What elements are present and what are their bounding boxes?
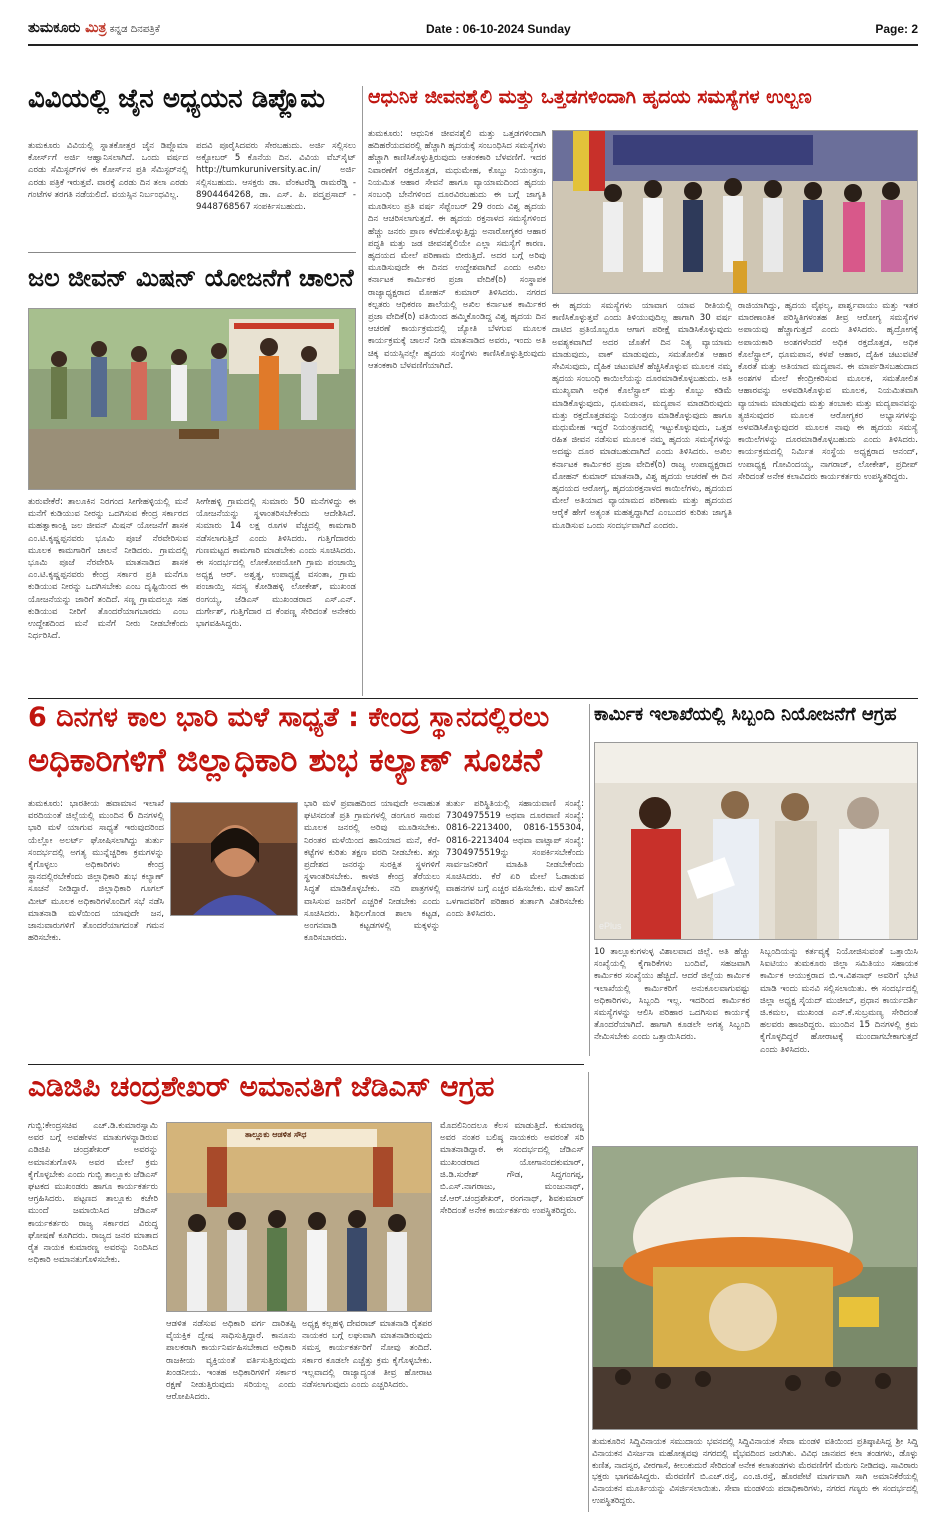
issue-date: Date : 06-10-2024 Sunday [426, 22, 571, 36]
section-rule [28, 698, 918, 699]
story-labour-col1: 10 ತಾಲ್ಲೂಕುಗಳುಳ್ಳ ವಿಶಾಲವಾದ ಜಿಲ್ಲೆ. ಅತಿ ಹೆಚ್ಚು ಸಂಖ್ಯೆಯಲ್ಲಿ ಕೈಗಾರಿಕೆಗಳು ಬಂದಿವೆ, ಸಹಜವಾಗಿ ಕಾರ್ಮಿಕರ ಸಂಖ್ಯೆಯು ಹೆಚ್ಚಿದೆ. ಆದರೆ ಜಿಲ್ಲೆಯ ಕಾರ್ಮಿಕ ಇಲಾಖೆಯಲ್ಲಿ ಕಾರ್ಮಿಕರಿಗೆ ಅನುಕೂಲವಾಗುವಷ್ಟು ಅಧಿಕಾರಿಗಳು, ಸಿಬ್ಬಂದಿ ಇಲ್ಲ. ಇದರಿಂದ ಕಾರ್ಮಿಕರ ಸಮಸ್ಯೆಗಳನ್ನು ಆಲಿಸಿ ಪರಿಹಾರ ಒದಗಿಸುವ ಕಾರ್ಯಕ್ಕೆ ತೊಂದರೆಯಾಗಿದೆ. ಹಾಗಾಗಿ ಕೂಡಲೇ ಅಗತ್ಯ ಸಿಬ್ಬಂದಿ ನೇಮಿಸಬೇಕು ಎಂದು ಒತ್ತಾಯಿಸಿದರು. [594, 947, 750, 1043]
story-heart-col2: ಈ ಹೃದಯ ಸಮಸ್ಯೆಗಳು ಯಾವಾಗ ಯಾವ ರೀತಿಯಲ್ಲಿ ಕಾಣಿಸಿಕೊಳ್ಳುತ್ತವೆ ಎಂದು ತಿಳಿಯುವುದಿಲ್ಲ ಹಾಗಾಗಿ 30 ವರ್ಷ ದಾಟಿದ ಪ್ರತಿಯೊಬ್ಬರೂ ಆಗಾಗ ಪರೀಕ್ಷೆ ಮಾಡಿಸಿಕೊಳ್ಳುವುದು ಅವಶ್ಯಕವಾಗಿದೆ ಅದರ ಜೊತೆಗೆ ದಿನ ನಿತ್ಯ ವ್ಯಾಯಾಮ ಮಾಡುವುದು, ವಾಕ್ ಮಾಡುವುದು, ಸಮತೋಲಿತ ಆಹಾರ ಸೇವಿಸುವುದು, ದೈಹಿಕ ಚಟುವಟಿಕೆ ಹೆಚ್ಚಿಸಿಕೊಳ್ಳುವ ಮೂಲಕ ನಮ್ಮ ಹೃದಯ ಸಂಬಂಧಿ ಕಾಯಿಲೆಯನ್ನು ದೂರಮಾಡಿಕೊಳ್ಳಬಹುದು. ಅತಿ ಮುಖ್ಯವಾಗಿ ಅಧಿಕ ಕೊಲೆಸ್ಟ್ರಾಲ್ ಮತ್ತು ಕೊಬ್ಬು ಕಡಿಮೆ ಮಾಡಿಕೊಳ್ಳುವುದು, ಧೂಮಪಾನ, ಮದ್ಯಪಾನ ಮಾಡದಿರುವುದು ಮತ್ತು ರಕ್ತದೊತ್ತಡವನ್ನು ನಿಯಂತ್ರಣ ಮಾಡಿಕೊಳ್ಳುವುದು ಹಾಗೂ ಮಧುಮೇಹ ಇದ್ದರೆ ನಿಯಂತ್ರಣದಲ್ಲಿ ಇಟ್ಟುಕೊಳ್ಳುವುದು, ಒತ್ತಡ ರಹಿತ ಜೀವನ ನಡೆಸುವ ಮೂಲಕ ನಮ್ಮ ಹೃದಯ ಸಮಸ್ಯೆಗಳನ್ನು ಅದಷ್ಟು ದೂರ ಮಾಡಬಹುದಾಗಿದೆ ಎಂದು ತಿಳಿಸಿದರು. ಅಖಿಲ ಕರ್ನಾಟಕ ಕಾರ್ಮಿಕರ ಪ್ರಜಾ ವೇದಿಕೆ(ರಿ) ರಾಜ್ಯ ಉಪಾಧ್ಯಕ್ಷರಾದ ಮೋಹನ್ ಕುಮಾರ್ ಮಾತನಾಡಿ, ವಿಶ್ವ ಹೃದಯ ಆಚರಣೆ ಈ ದಿನ ಹೃದಯದ ಆರೋಗ್ಯ, ಹೃದಯರಕ್ತನಾಳದ ಕಾಯಿಲೆಗಳು, ಹೃದಯದ ಮೇಲೆ ಅತಿಯಾದ ವ್ಯಾಯಾಮದ ಪರಿಣಾಮ ಮತ್ತು ಹೃದಯದ ಆರೈಕೆ ಹೇಗೆ ಅತ್ಯಂತ ಮಹತ್ವದ್ದಾಗಿದೆ ಎಂಬುದರ ಕುರಿತು ಜಾಗೃತಿ ಮೂಡಿಸುವ ಒಂದು ಸಂದರ್ಭವಾಗಿದೆ ಎಂದರು. [552, 301, 732, 531]
story-jain-col2: ಪದವಿ ಪೂರೈಸಿದವರು ಸೇರಬಹುದು. ಅರ್ಜಿ ಸಲ್ಲಿಸಲು ಅಕ್ಟೋಬರ್ 5 ಕೊನೆಯ ದಿನ. ವಿವಿಯ ವೆಬ್‌ಸೈಟ್ http://tumkuruniversity.ac.in/ ಅರ್ಜಿ ಸಲ್ಲಿಸಬಹುದು. ಆಸಕ್ತರು ಡಾ. ವೆಂಕಟರೆಡ್ಡಿ ರಾಮರೆಡ್ಡಿ - 8904464268, ಡಾ. ಎಸ್. ಪಿ. ಪದ್ಮಪ್ರಸಾದ್ - 9448768567 ಸಂಪರ್ಕಿಸಬಹುದು. [196, 141, 356, 213]
photo-heart-day [552, 130, 918, 294]
story-jds-col1: ಗುಬ್ಬಿ:ಕೇಂದ್ರಸಚಿವ ಎಚ್.ಡಿ.ಕುಮಾರಸ್ವಾಮಿ ಅವರ ಬಗ್ಗೆ ಅವಹೇಳನ ಮಾತುಗಳನ್ನಾಡಿರುವ ಎಡಿಜಿಪಿ ಚಂದ್ರಶೇಖರ್ ಅವರನ್ನು ಅಮಾನತುಗೊಳಿಸಿ ಅವರ ಮೇಲೆ ಕ್ರಮ ಕೈಗೊಳ್ಳಬೇಕು ಎಂದು ಗುಬ್ಬಿ ತಾಲ್ಲೂಕು ಜೆಡಿಎಸ್ ಘಟಕದ ಮುಖಂಡರು ಹಾಗೂ ಕಾರ್ಯಕರ್ತರು ಆಗ್ರಹಿಸಿದರು. ಪಟ್ಟಣದ ತಾಲ್ಲೂಕು ಕಚೇರಿ ಮುಂದೆ ಜಮಾಯಿಸಿದ ಜೆಡಿಎಸ್ ಕಾರ್ಯಕರ್ತರು ರಾಜ್ಯ ಸರ್ಕಾರದ ವಿರುದ್ಧ ಘೋಷಣೆ ಕೂಗಿದರು. ರಾಜ್ಯದ ಜನರ ಮಾತಾದ ರೈತ ನಾಯಕ ಕುಮಾರಣ್ಣ ಅವರನ್ನು ನಿಂದಿಸಿದ ಅಧಿಕಾರಿ ಅಮಾನತುಗೊಳಿಸಬೇಕು. [28, 1121, 158, 1266]
photo-ganesha-procession-art [593, 1147, 918, 1430]
divider [28, 252, 356, 253]
headline-rain-line1: 6 ದಿನಗಳ ಕಾಲ ಭಾರಿ ಮಳೆ ಸಾಧ್ಯತೆ : ಕೇಂದ್ರ ಸ್ಥಾನದಲ್ಲಿರಲು [28, 704, 550, 733]
photo-watermark: ePlus [599, 921, 622, 931]
column-divider [362, 86, 363, 696]
headline-rain-line2: ಅಧಿಕಾರಿಗಳಿಗೆ ಜಿಲ್ಲಾಧಿಕಾರಿ ಶುಭ ಕಲ್ಯಾಣ್ ಸೂಚನೆ [28, 744, 543, 779]
photo-labour-dept-art [595, 743, 918, 940]
photo-jds-protest [166, 1122, 432, 1312]
headline-labour-dept: ಕಾರ್ಮಿಕ ಇಲಾಖೆಯಲ್ಲಿ ಸಿಬ್ಬಂದಿ ನಿಯೋಜನೆಗೆ ಆಗ್ರಹ [594, 706, 897, 725]
story-jds-col4: ಮೊದಲಿನಿಂದಲೂ ಕೆಲಸ ಮಾಡುತ್ತಿದೆ. ಕುಮಾರಣ್ಣ ಅವರ ನಂತರ ಬಲಿಷ್ಠ ನಾಯಕರು ಅವರಂತೆ ಸರಿ ಮಾತನಾಡಿದ್ದಾರೆ. ಈ ಸಂದರ್ಭದಲ್ಲಿ ಜೆಡಿಎಸ್ ಮುಖಂಡರಾದ ಯೋಗಾನಂದಕುಮಾರ್, ಜಿ.ಡಿ.ಸುರೇಶ್ ಗೌಡ, ಸಿದ್ದಗಂಗಪ್ಪ, ಬಿ.ಎಸ್.ನಾಗರಾಜು, ಮಂಜುನಾಥ್, ಜೆ.ಆರ್.ಚಂದ್ರಶೇಖರ್, ರಂಗನಾಥ್, ಶಿವಕುಮಾರ್ ಸೇರಿದಂತೆ ಅನೇಕ ಕಾರ್ಯಕರ್ತರು ಉಪಸ್ಥಿತರಿದ್ದರು. [440, 1121, 584, 1217]
photo-labour-dept [594, 742, 918, 940]
story-jds-col2: ಆಡಳಿತ ನಡೆಸುವ ಅಧಿಕಾರಿ ವರ್ಗ ದಾರಿತಪ್ಪಿ ವೈಯಕ್ತಿಕ ದ್ವೇಷ ಸಾಧಿಸುತ್ತಿದ್ದಾರೆ. ಕಾನೂನು ಪಾಲಕರಾಗಿ ಕಾರ್ಯನಿರ್ವಹಿಸಬೇಕಾದ ಅಧಿಕಾರಿ ರಾಜಕೀಯ ವ್ಯಕ್ತಿಯಂತೆ ವರ್ತಿಸುತ್ತಿರುವುದು ಖಂಡನೀಯ. ಇಂತಹ ಅಧಿಕಾರಿಗಳಿಗೆ ಸರ್ಕಾರ ರಕ್ಷಣೆ ನೀಡುತ್ತಿರುವುದು ಸರಿಯಲ್ಲ ಎಂದು ಆರೋಪಿಸಿದರು. [166, 1319, 296, 1403]
story-jal-col2: ಸೀಗೇಹಳ್ಳಿ ಗ್ರಾಮದಲ್ಲಿ ಸುಮಾರು 50 ಮನೆಗಳಿದ್ದು ಈ ಯೋಜನೆಯನ್ನು ಸ್ಥಳಾಂತರಿಸಬೇಕೆಂದು ಆದೇಶಿಸಿದೆ. ಸುಮಾರು 14 ಲಕ್ಷ ರೂಗಳ ವೆಚ್ಚದಲ್ಲಿ ಕಾಮಗಾರಿ ನಡೆಸಲಾಗುತ್ತಿದೆ ಎಂದು ತಿಳಿಸಿದರು. ಗುತ್ತಿಗೆದಾರರು ಗುಣಮಟ್ಟದ ಕಾಮಗಾರಿ ಮಾಡಬೇಕು ಎಂದು ಸೂಚಿಸಿದರು. ಈ ಸಂದರ್ಭದಲ್ಲಿ ಲೋಕೋಪಯೋಗಿ ಗ್ರಾಮ ಪಂಚಾಯ್ತಿ ಅಧ್ಯಕ್ಷ ಆರ್. ಅಶ್ವತ್ಥ, ಉಪಾಧ್ಯಕ್ಷೆ ವಸಂತಾ, ಗ್ರಾಮ ಪಂಚಾಯ್ತಿ ಸದಸ್ಯ ಕೋಡಿಹಳ್ಳಿ ಲೋಕೇಶ್, ಮುಖಂಡ ರಂಗಯ್ಯ, ಜೆಡಿಎಸ್ ಮುಖಂಡರಾದ ಎಸ್.ಎನ್. ದುರ್ಗೇಶ್, ಗುತ್ತಿಗೆದಾರ ದ ಕೆಂಪಣ್ಣ ಸೇರಿದಂತೆ ಅನೇಕರು ಭಾಗವಹಿಸಿದ್ದರು. [196, 497, 356, 630]
newspaper-title: ತುಮಕೂರು ಮಿತ್ರ ಕನ್ನಡ ದಿನಪತ್ರಿಕೆ [28, 20, 160, 36]
headline-jain-diploma: ವಿವಿಯಲ್ಲಿ ಜೈನ ಅಧ್ಯಯನ ಡಿಪ್ಲೊಮ [28, 86, 325, 114]
story-rain-col2: ಭಾರಿ ಮಳೆ ಪ್ರವಾಹದಿಂದ ಯಾವುದೇ ಅನಾಹುತ ಘಟಿಸದಂತೆ ಪ್ರತಿ ಗ್ರಾಮಗಳಲ್ಲಿ ಡಂಗೂರ ಸಾರುವ ಮೂಲಕ ಜನರಲ್ಲಿ ಅರಿವು ಮೂಡಿಸಬೇಕು. ನಿರಂತರ ಮಳೆಯಿಂದ ಹಾನಿಯಾದ ಮನೆ, ಕೆರೆ-ಕಟ್ಟೆಗಳ ಕುರಿತು ತಕ್ಷಣ ವರದಿ ನೀಡಬೇಕು. ತಗ್ಗು ಪ್ರದೇಶದ ಜನರನ್ನು ಸುರಕ್ಷಿತ ಸ್ಥಳಗಳಿಗೆ ಸ್ಥಳಾಂತರಿಸಬೇಕು. ಕಾಳಜಿ ಕೇಂದ್ರ ತೆರೆಯಲು ಸಿದ್ಧತೆ ಮಾಡಿಕೊಳ್ಳಬೇಕು. ನದಿ ಪಾತ್ರಗಳಲ್ಲಿ ವಾಸಿಸುವ ಜನರಿಗೆ ಎಚ್ಚರಿಕೆ ನೀಡಬೇಕು ಎಂದು ಸೂಚಿಸಿದರು. ಶಿಥಿಲಗೊಂಡ ಶಾಲಾ ಕಟ್ಟಡ, ಅಂಗನವಾಡಿ ಕಟ್ಟಡಗಳಲ್ಲಿ ಮಕ್ಕಳನ್ನು ಕೂರಿಸಬಾರದು. [304, 799, 440, 944]
photo-deputy-commissioner [170, 802, 298, 916]
column-divider [589, 704, 590, 1056]
section-rule [28, 1064, 584, 1065]
story-jds-col3: ಅಧ್ಯಕ್ಷ ಕಲ್ಲಹಳ್ಳಿ ದೇವರಾಜ್ ಮಾತನಾಡಿ ರೈತಪರ ನಾಯಕರ ಬಗ್ಗೆ ಲಘುವಾಗಿ ಮಾತನಾಡಿರುವುದು ಸಮಸ್ತ ಕಾರ್ಯಕರ್ತರಿಗೆ ನೋವು ತಂದಿದೆ. ಸರ್ಕಾರ ಕೂಡಲೇ ಎಚ್ಚೆತ್ತು ಕ್ರಮ ಕೈಗೊಳ್ಳಬೇಕು. ಇಲ್ಲವಾದಲ್ಲಿ ರಾಜ್ಯಾದ್ಯಂತ ತೀವ್ರ ಹೋರಾಟ ನಡೆಸಲಾಗುವುದು ಎಂದು ಎಚ್ಚರಿಸಿದರು. [302, 1319, 432, 1391]
headline-heart-problems: ಆಧುನಿಕ ಜೀವನಶೈಲಿ ಮತ್ತು ಒತ್ತಡಗಳಿಂದಾಗಿ ಹೃದಯ ಸಮಸ್ಯೆಗಳ ಉಲ್ಬಣ [368, 88, 812, 108]
headline-jds-adgp: ಎಡಿಜಿಪಿ ಚಂದ್ರಶೇಖರ್ ಅಮಾನತಿಗೆ ಜೆಡಿಎಸ್ ಆಗ್ರಹ [28, 1072, 495, 1103]
masthead [28, 18, 918, 44]
masthead-rule [28, 44, 918, 46]
headline-jal-jeevan: ಜಲ ಜೀವನ್ ಮಿಷನ್ ಯೋಜನೆಗೆ ಚಾಲನೆ [28, 266, 354, 292]
column-divider [588, 1072, 589, 1512]
caption-ganesha-procession: ತುಮಕೂರಿನ ಸಿದ್ದಿವಿನಾಯಕ ಸಮುದಾಯ ಭವನದಲ್ಲಿ ಸಿದ್ದಿವಿನಾಯಕ ಸೇವಾ ಮಂಡಳಿ ವತಿಯಿಂದ ಪ್ರತಿಷ್ಠಾಪಿಸಿದ್ದ ಶ್ರೀ ಸಿದ್ದಿ ವಿನಾಯಕನ ವಿಸರ್ಜನಾ ಮಹೋತ್ಸವವು ನಗರದಲ್ಲಿ ವೈಭವದಿಂದ ಜರುಗಿತು. ವಿವಿಧ ಜಾನಪದ ಕಲಾ ತಂಡಗಳು, ಡೊಳ್ಳು ಕುಣಿತ, ನಾದಸ್ವರ, ವೀರಗಾಸೆ, ಕೀಲುಕುದುರೆ ಸೇರಿದಂತೆ ಅನೇಕ ಕಲಾತಂಡಗಳು ಮೆರವಣಿಗೆಗೆ ಮೆರುಗು ನೀಡಿದವು. ಸಾವಿರಾರು ಭಕ್ತರು ಭಾಗವಹಿಸಿದ್ದರು. ಮೆರವಣಿಗೆ ಬಿ.ಎಚ್.ರಸ್ತೆ, ಎಂ.ಜಿ.ರಸ್ತೆ, ಹೊರಪೇಟೆ ಮಾರ್ಗವಾಗಿ ಸಾಗಿ ಅಮಾನಿಕೆರೆಯಲ್ಲಿ ವಿನಾಯಕನ ಮೂರ್ತಿಯನ್ನು ವಿಸರ್ಜಿಸಲಾಯಿತು. ಸೇವಾ ಮಂಡಳಿಯ ಪದಾಧಿಕಾರಿಗಳು, ನಗರದ ಗಣ್ಯರು ಈ ಸಂದರ್ಭದಲ್ಲಿ ಉಪಸ್ಥಿತರಿದ್ದರು. [592, 1436, 918, 1505]
photo-ganesha-procession [592, 1146, 918, 1430]
story-labour-col2: ಸಿಬ್ಬಂದಿಯನ್ನು ಕರ್ತವ್ಯಕ್ಕೆ ನಿಯೋಜಿಸುವಂತೆ ಒತ್ತಾಯಿಸಿ ಸಿಐಟಿಯು ತುಮಕೂರು ಜಿಲ್ಲಾ ಸಮಿತಿಯು ಸಹಾಯಕ ಕಾರ್ಮಿಕ ಆಯುಕ್ತರಾದ ಬಿ.ಇ.ವಿಶನಾಥ್ ಅವರಿಗೆ ಭೇಟಿ ಮಾಡಿ ಇಂದು ಮನವಿ ಸಲ್ಲಿಸಲಾಯಿತು. ಈ ಸಂದರ್ಭದಲ್ಲಿ ಜಿಲ್ಲಾ ಅಧ್ಯಕ್ಷ ಸೈಯದ್ ಮುಜೀಬ್, ಪ್ರಧಾನ ಕಾರ್ಯದರ್ಶಿ ಜಿ.ಕಮಲ, ಮುಖಂಡ ಎನ್.ಕೆ.ಸುಬ್ರಮಣ್ಯ ಸೇರಿದಂತೆ ಹಲವರು ಹಾಜರಿದ್ದರು. ಮುಂದಿನ 15 ದಿನಗಳಲ್ಲಿ ಕ್ರಮ ಕೈಗೊಳ್ಳದಿದ್ದರೆ ಹೋರಾಟಕ್ಕೆ ಮುಂದಾಗಬೇಕಾಗುತ್ತದೆ ಎಂದು ತಿಳಿಸಿದರು. [760, 947, 918, 1055]
story-rain-col1: ತುಮಕೂರು: ಭಾರತೀಯ ಹವಾಮಾನ ಇಲಾಖೆ ವರದಿಯಂತೆ ಜಿಲ್ಲೆಯಲ್ಲಿ ಮುಂದಿನ 6 ದಿನಗಳಲ್ಲಿ ಭಾರಿ ಮಳೆ ಯಾಗುವ ಸಾಧ್ಯತೆ ಇರುವುದರಿಂದ ಯೆಲ್ಲೋ ಅಲರ್ಟ್ ಘೋಷಿಸಲಾಗಿದ್ದು ತುರ್ತು ಸಂದರ್ಭದಲ್ಲಿ ಅಗತ್ಯ ಮುನ್ನೆಚ್ಚರಿಕಾ ಕ್ರಮಗಳನ್ನು ಕೈಗೊಳ್ಳಲು ಅಧಿಕಾರಿಗಳು ಕೇಂದ್ರ ಸ್ಥಾನದಲ್ಲಿರಬೇಕೆಂದು ಜಿಲ್ಲಾಧಿಕಾರಿ ಶುಭ ಕಲ್ಯಾಣ್ ಸೂಚನೆ ನೀಡಿದ್ದಾರೆ. ಜಿಲ್ಲಾಧಿಕಾರಿ ಗೂಗಲ್ ಮೀಟ್ ಮೂಲಕ ಅಧಿಕಾರಿಗಳೊಂದಿಗೆ ಸಭೆ ನಡೆಸಿ ಮಾತನಾಡಿ ಮಳೆಯಿಂದ ಯಾವುದೇ ಜನ, ಜಾನುವಾರುಗಳಿಗೆ ತೊಂದರೆಯಾಗದಂತೆ ಗಮನ ಹರಿಸಬೇಕು. [28, 799, 164, 944]
photo-heart-day-art [553, 131, 918, 294]
page-number: Page: 2 [875, 22, 918, 36]
photo-jal-jeevan-art [29, 309, 356, 490]
photo-jds-protest-art [167, 1123, 432, 1312]
photo-deputy-commissioner-art [171, 803, 298, 916]
story-jain-col1: ತುಮಕೂರು ವಿವಿಯಲ್ಲಿ ಸ್ನಾತಕೋತ್ತರ ಜೈನ ಡಿಪ್ಲೊಮಾ ಕೋರ್ಸ್‌ಗೆ ಅರ್ಜಿ ಆಹ್ವಾನಿಸಲಾಗಿದೆ. ಒಂದು ವರ್ಷದ ಎರಡು ಸೆಮಿಸ್ಟರ್‌ಗಳ ಈ ಕೋರ್ಸ್‌ನ ಪ್ರತಿ ಸೆಮಿಸ್ಟರ್‌ನಲ್ಲಿ ಎರಡು ಪತ್ರಿಕೆ ಇರುತ್ತವೆ. ವಾರಕ್ಕೆ ಎರಡು ದಿನ ತಲಾ ಎರಡು ಗಂಟೆಗಳ ತರಗತಿ ನಡೆಯಲಿದೆ. ವಯಸ್ಸಿನ ನಿರ್ಬಂಧವಿಲ್ಲ. [28, 141, 188, 200]
story-rain-col3: ತುರ್ತು ಪರಿಸ್ಥಿತಿಯಲ್ಲಿ ಸಹಾಯವಾಣಿ ಸಂಖ್ಯೆ: 7304975519 ಅಥವಾ ದೂರವಾಣಿ ಸಂಖ್ಯೆ: 0816-2213400, 0816-155304, 0816-2213404 ಅಥವಾ ವಾಟ್ಸಾಪ್ ಸಂಖ್ಯೆ: 7304975519ನ್ನು ಸಂಪರ್ಕಿಸಬೇಕೆಂದು ಸಾರ್ವಜನಿಕರಿಗೆ ಮಾಹಿತಿ ನೀಡಬೇಕೆಂದು ಸೂಚಿಸಿದರು. ಕೆರೆ ಏರಿ ಮೇಲೆ ಓಡಾಡುವ ವಾಹನಗಳ ಬಗ್ಗೆ ಎಚ್ಚರ ವಹಿಸಬೇಕು. ಮಳೆ ಹಾನಿಗೆ ಒಳಗಾದವರಿಗೆ ಪರಿಹಾರ ತುರ್ತಾಗಿ ವಿತರಿಸಬೇಕು ಎಂದು ತಿಳಿಸಿದರು. [446, 799, 584, 919]
story-jal-col1: ತುರುವೇಕೆರೆ: ತಾಲೂಕಿನ ನಿರಗಂದ ಸೀಗೇಹಳ್ಳಿಯಲ್ಲಿ ಮನೆ ಮನೆಗೆ ಕುಡಿಯುವ ನೀರನ್ನು ಒದಗಿಸುವ ಕೇಂದ್ರ ಸರ್ಕಾರದ ಮಹತ್ವಾಕಾಂಕ್ಷಿ ಜಲ ಜೀವನ್ ಮಿಷನ್ ಯೋಜನೆಗೆ ಶಾಸಕ ಎಂ.ಟಿ.ಕೃಷ್ಣಪ್ಪನವರು ಭೂಮಿ ಪೂಜೆ ನೆರವೇರಿಸುವ ಮೂಲಕ ಕಾಮಗಾರಿಗೆ ಚಾಲನೆ ನೀಡಿದರು. ಗ್ರಾಮದಲ್ಲಿ ಭೂಮಿ ಪೂಜೆ ನೆರವೇರಿಸಿ ಮಾತನಾಡಿದ ಶಾಸಕ ಎಂ.ಟಿ.ಕೃಷ್ಣಪ್ಪನವರು ಕೇಂದ್ರ ಸರ್ಕಾರ ಪ್ರತಿ ಮನೆಗೂ ಕುಡಿಯುವ ನೀರನ್ನು ಒದಗಿಸಬೇಕು ಎಂಬ ದೃಷ್ಟಿಯಿಂದ ಈ ಯೋಜನೆಯನ್ನು ಜಾರಿಗೆ ತಂದಿದೆ. ಸಣ್ಣ ಗ್ರಾಮದಲ್ಲೂ ಸಹ ಕುಡಿಯುವ ನೀರಿಗೆ ತೊಂದರೆಯಾಗಬಾರದು ಎಂಬ ಉದ್ದೇಶದಿಂದ ಮನೆ ಮನೆಗೆ ನೀರು ನೀಡಬೇಕೆಂದು ನಿರ್ಧರಿಸಿದೆ. [28, 497, 188, 642]
story-heart-col1: ತುಮಕೂರು: ಆಧುನಿಕ ಜೀವನಶೈಲಿ ಮತ್ತು ಒತ್ತಡಗಳಿಂದಾಗಿ ಹದಿಹರೆಯದವರಲ್ಲಿ ಹೆಚ್ಚಾಗಿ ಹೃದಯಕ್ಕೆ ಸಂಬಂಧಿಸಿದ ಸಮಸ್ಯೆಗಳು ಹೆಚ್ಚಾಗಿ ಕಾಣಿಸಿಕೊಳ್ಳುತ್ತಿರುವುದು ಆತಂಕಕಾರಿ ಬೆಳವಣಿಗೆ. ಇದರ ನಿವಾರಣೆಗೆ ರಕ್ತದೊತ್ತಡ, ಮಧುಮೇಹ, ಕೊಬ್ಬು ನಿಯಂತ್ರಣ, ನಿಯಮಿತ ಆಹಾರ ಸೇವನೆ ಹಾಗೂ ವ್ಯಾಯಾಮದಿಂದ ಹೃದಯ ಸಂಬಂಧಿ ಬೇನೆಗಳಿಂದ ದೂರವಿರಬಹುದು ಈ ಬಗ್ಗೆ ಜಾಗೃತಿ ಮೂಡಿಸಲು ಪ್ರತಿ ವರ್ಷ ಸೆಪ್ಟೆಂಬರ್ 29 ರಂದು ವಿಶ್ವ ಹೃದಯ ದಿನ ಆಚರಿಸಲಾಗುತ್ತದೆ. ಈ ಹೃದಯ ರಕ್ತನಾಳದ ಸಮಸ್ಯೆಗಳಿಂದ ಹೆಚ್ಚು ಜನರು ಪ್ರಾಣ ಕಳೆದುಕೊಳ್ಳುತ್ತಿದ್ದು ಅನಾರೋಗ್ಯಕರ ಆಹಾರ ಪದ್ಧತಿ ಮತ್ತು ಜಡ ಜೀವನಶೈಲಿಯೇ ಎಲ್ಲಾ ಸಮಸ್ಯೆಗೆ ಕಾರಣ. ಹೃದಯದ ಮೇಲೆ ಪರಿಣಾಮ ಬೀರುತ್ತಿದೆ. ಅದರ ಬಗ್ಗೆ ಅರಿವು ಮೂಡಿಸುವುದೇ ಈ ದಿನದ ಉದ್ದೇಶವಾಗಿದೆ ಎಂದು ಅಖಿಲ ಕರ್ನಾಟಕ ಕಾರ್ಮಿಕರ ಪ್ರಜಾ ವೇದಿಕೆ(ರಿ) ಸಂಸ್ಥಾಪಕ ರಾಜ್ಯಾಧ್ಯಕ್ಷರಾದ ಮೋಹನ್ ಕುಮಾರ್ ತಿಳಿಸಿದರು. ನಗರದ ಕಲ್ಪತರು ಆಧಿಕರಣ ಶಾಲೆಯಲ್ಲಿ ಅಖಿಲ ಕರ್ನಾಟಕ ಕಾರ್ಮಿಕರ ಪ್ರಜಾ ವೇದಿಕೆ(ರಿ) ವತಿಯಿಂದ ಹಮ್ಮಿಕೊಂಡಿದ್ದ ವಿಶ್ವ ಹೃದಯ ದಿನ ಆಚರಣೆ ಕಾರ್ಯಕ್ರಮದಲ್ಲಿ ಜ್ಯೋತಿ ಬೆಳಗುವ ಮೂಲಕ ಕಾರ್ಯಕ್ರಮಕ್ಕೆ ಚಾಲನೆ ನೀಡಿ ಮಾತನಾಡಿದ ಅವರು, ಇಂದು ಅತಿ ಚಿಕ್ಕ ವಯಸ್ಸಿನಲ್ಲೇ ಹೃದಯ ಸಂಸ್ಥೆಗಳು ಕಾಣಿಸಿಕೊಳ್ಳುತ್ತಿರುವುದು ಆತಂಕಕಾರಿ ಬೆಳವಣಿಗೆಯಾಗಿದೆ. [368, 129, 546, 371]
photo-sign-text: ತಾಲ್ಲೂಕು ಆಡಳಿತ ಸೌಧ [245, 1130, 307, 1139]
story-heart-col3: ರಾಜಿಯಾಗಿದ್ದು, ಹೃದಯ ವೈಫಲ್ಯ, ಪಾರ್ಶ್ವವಾಯು ಮತ್ತು ಇತರ ಮಾರಣಾಂತಿಕ ಪರಿಸ್ಥಿತಿಗಳಂತಹ ತೀವ್ರ ಆರೋಗ್ಯ ಸಮಸ್ಯೆಗಳ ಅಪಾಯವು ಹೆಚ್ಚಾಗುತ್ತದೆ ಎಂದು ತಿಳಿಸಿದರು. ಹೃದ್ರೋಗಕ್ಕೆ ಅಪಾಯಕಾರಿ ಅಂಶಗಳೆಂದರೆ ಅಧಿಕ ರಕ್ತದೊತ್ತಡ, ಅಧಿಕ ಕೊಲೆಸ್ಟ್ರಾಲ್, ಧೂಮಪಾನ, ಕಳಪೆ ಆಹಾರ, ದೈಹಿಕ ಚಟುವಟಿಕೆ ಕೊರತೆ ಮತ್ತು ಅತಿಯಾದ ಮದ್ಯಪಾನ. ಈ ಮಾರ್ಪಡಿಸಬಹುದಾದ ಅಂಶಗಳ ಮೇಲೆ ಕೇಂದ್ರೀಕರಿಸುವ ಮೂಲಕ, ಸಮತೋಲಿತ ಆಹಾರವನ್ನು ಅಳವಡಿಸಿಕೊಳ್ಳುವ ಮೂಲಕ, ನಿಯಮಿತವಾಗಿ ವ್ಯಾಯಾಮ ಮಾಡುವುದು ಮತ್ತು ತಂಬಾಕು ಮತ್ತು ಮದ್ಯಪಾನವನ್ನು ತ್ಯಜಿಸುವುದರ ಮೂಲಕ ಆರೋಗ್ಯಕರ ಅಭ್ಯಾಸಗಳನ್ನು ಅಳವಡಿಸಿಕೊಳ್ಳುವುದರ ಮೂಲಕ ನಾವು ಈ ಹೃದಯ ಸಮಸ್ಯೆ ಕಾಯಿಲೆಗಳನ್ನು ದೂರಮಾಡಿಕೊಳ್ಳಬಹುದು ಎಂದು ತಿಳಿಸಿದರು. ಕಾರ್ಯಕ್ರಮದಲ್ಲಿ ನಿರ್ಮಿತ ಸಂಸ್ಥೆಯ ಅಧ್ಯಕ್ಷರಾದ ಆನಂದ್, ಉಪಾಧ್ಯಕ್ಷ ಗೋವಿಂದಯ್ಯ, ನಾಗರಾಜ್, ಲೋಕೇಶ್, ಪ್ರದೀಪ್ ಸೇರಿದಂತೆ ಅನೇಕ ಕಲಾವಿದರು ಕಾರ್ಯಕರ್ತರು ಉಪಸ್ಥಿತರಿದ್ದರು. [738, 301, 918, 482]
photo-jal-jeevan [28, 308, 356, 490]
